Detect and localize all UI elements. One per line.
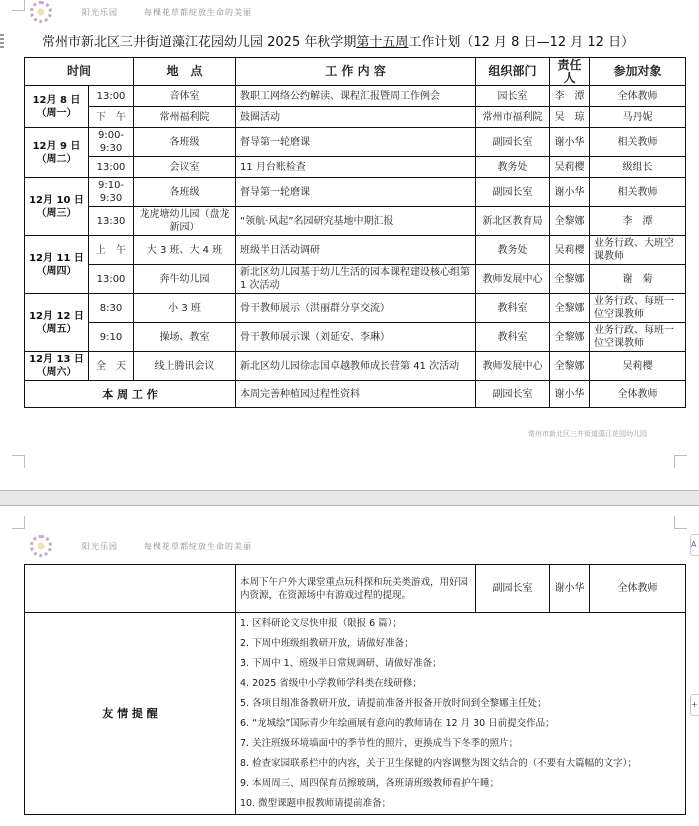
person-cell: 谢小华: [550, 381, 590, 408]
reminder-item: 5. 各项目组准备教研开放，请提前准备并报备开放时间到全黎娜主任处；: [240, 698, 547, 709]
time-cell: 8:30: [89, 294, 134, 323]
reminder-item: 3. 下周中 1、班级半日常规调研、请做好准备；: [240, 658, 442, 669]
place-cell: 会议室: [134, 157, 236, 178]
weekly-plan-table-continued: [24, 564, 686, 815]
dept-cell: 副园长室: [476, 381, 550, 408]
page-corner-mark: [674, 455, 687, 468]
day-cell: 12月 10 日 （周三）: [25, 178, 89, 236]
day-cell: 12月 13 日 （周六）: [25, 352, 89, 381]
place-cell: 线上腾讯会议: [134, 352, 236, 381]
target-cell: 业务行政、每班一位空课教师: [590, 323, 686, 352]
content-cell: 骨干教师展示课（刘延安、李琳）: [236, 323, 476, 352]
content-cell: 教职工网络公约解读、课程汇报暨周工作例会: [236, 86, 476, 107]
page-corner-mark: [12, 516, 25, 529]
header-slogan-right: 每棵花草都绽放生命的美丽: [144, 541, 252, 551]
target-cell: 相关教师: [590, 128, 686, 157]
place-cell: 操场、教室: [134, 323, 236, 352]
add-side-button[interactable]: +: [690, 694, 699, 716]
person-cell: 谢小华: [550, 128, 590, 157]
reminders-row: [25, 613, 686, 815]
reminder-item: 10. 微型课题申报教师请提前准备；: [240, 798, 392, 809]
header-content: 工 作 内 容: [236, 58, 476, 86]
page-footer: 常州市新北区三井街道藻江花园幼儿园: [528, 430, 647, 438]
day-cell: 12月 9 日 （周二）: [25, 128, 89, 178]
place-cell: 各班级: [134, 128, 236, 157]
header-slogan-left: 阳光乐园: [82, 541, 118, 551]
header-time: 时间: [25, 58, 134, 86]
target-cell: 级组长: [590, 157, 686, 178]
content-cell: 班级半日活动调研: [236, 236, 476, 265]
person-cell: 全黎娜: [550, 265, 590, 294]
table-row: [25, 207, 686, 236]
place-cell: 各班级: [134, 178, 236, 207]
dept-cell: 教师发展中心: [476, 352, 550, 381]
title-prefix: 常州市新北区三井街道藻江花园幼儿园 2025 年秋学期: [42, 35, 357, 50]
dept-cell: 教务处: [476, 236, 550, 265]
header-place: 地 点: [134, 58, 236, 86]
place-cell: 大 3 班、大 4 班: [134, 236, 236, 265]
table-row: [25, 107, 686, 128]
dept-cell: 教师发展中心: [476, 265, 550, 294]
reminders-list: [236, 613, 686, 815]
content-cell: “领航·风起”名园研究基地中期汇报: [236, 207, 476, 236]
page-separator: [0, 490, 699, 506]
ai-assistant-side-button[interactable]: A: [690, 534, 699, 556]
content-cell: 鼓圈活动: [236, 107, 476, 128]
person-cell: 吴莉樱: [550, 236, 590, 265]
person-cell: 吴莉樱: [550, 157, 590, 178]
table-row: [25, 128, 686, 157]
dept-cell: 副园长室: [476, 565, 550, 613]
reminders-label: 友 情 提 醒: [25, 613, 236, 815]
time-cell: 9:00-9:30: [89, 128, 134, 157]
page-corner-mark: [12, 455, 25, 468]
target-cell: 业务行政、每班一位空课教师: [590, 294, 686, 323]
table-row: [25, 323, 686, 352]
title-suffix: 工作计划（12 月 8 日—12 月 12 日）: [408, 35, 635, 50]
reminder-item: 6. “龙城绘”国际青少年绘画展有意向的教师请在 12 月 30 日前提交作品；: [240, 718, 555, 729]
time-cell: 13:30: [89, 207, 134, 236]
person-cell: 谢小华: [550, 178, 590, 207]
reminder-item: 4. 2025 省级中小学教师学科类在线研修；: [240, 678, 422, 689]
table-header-row: [25, 58, 686, 86]
document-page-2: [0, 506, 699, 826]
place-cell: 奔牛幼儿园: [134, 265, 236, 294]
table-row: [25, 178, 686, 207]
content-cell: 新北区幼儿园基于幼儿生活的园本课程建设核心组第 1 次活动: [236, 265, 476, 294]
dept-cell: 常州市福利院: [476, 107, 550, 128]
reminder-item: 7. 关注班级环境墙面中的季节性的照片，更换成当下冬季的照片；: [240, 738, 519, 749]
page-title: [42, 31, 634, 50]
content-cell: 11 月台账检查: [236, 157, 476, 178]
time-cell: 9:10-9:30: [89, 178, 134, 207]
target-cell: 全体教师: [590, 381, 686, 408]
kindergarten-logo-icon: [30, 1, 52, 23]
table-row: [25, 352, 686, 381]
table-row: [25, 157, 686, 178]
time-cell: 上 午: [89, 236, 134, 265]
header-slogan-right: 每棵花草都绽放生命的美丽: [144, 7, 252, 17]
time-cell: 13:00: [89, 265, 134, 294]
kindergarten-logo-icon: [30, 535, 52, 557]
title-week: 第十五周: [356, 35, 409, 50]
person-cell: 全黎娜: [550, 352, 590, 381]
header-target: 参加对象: [590, 58, 686, 86]
header-dept: 组织部门: [476, 58, 550, 86]
time-cell: 全 天: [89, 352, 134, 381]
weekly-work-label: 本 周 工 作: [25, 381, 236, 408]
content-cell: 督导第一轮磨课: [236, 128, 476, 157]
dept-cell: 园长室: [476, 86, 550, 107]
dept-cell: 副园长室: [476, 178, 550, 207]
person-cell: 全黎娜: [550, 294, 590, 323]
target-cell: 全体教师: [590, 565, 686, 613]
header-slogan-left: 阳光乐园: [82, 7, 118, 17]
header-person: 责任人: [550, 58, 590, 86]
table-row: [25, 265, 686, 294]
place-cell: 小 3 班: [134, 294, 236, 323]
reminder-item: 2. 下周中班级组教研开放，请做好准备；: [240, 638, 414, 649]
table-row: [25, 381, 686, 408]
time-cell: 13:00: [89, 157, 134, 178]
person-cell: 全黎娜: [550, 323, 590, 352]
target-cell: 吴莉樱: [590, 352, 686, 381]
day-cell: 12月 12 日 （周五）: [25, 294, 89, 352]
content-cell: 本周下午户外大课堂重点玩科探和玩美类游戏，用好园内资源，在资源场中有游戏过程的提现。: [236, 565, 476, 613]
table-row: [25, 565, 686, 613]
time-cell: 9:10: [89, 323, 134, 352]
table-row: [25, 86, 686, 107]
reminder-item: 1. 区科研论文尽快申报（限报 6 篇）；: [240, 618, 402, 629]
target-cell: 相关教师: [590, 178, 686, 207]
target-cell: 全体教师: [590, 86, 686, 107]
reminder-item: 8. 检查家园联系栏中的内容，关于卫生保健的内容调整为图文结合的（不要有大篇幅的文字）；: [240, 758, 637, 769]
table-row: [25, 236, 686, 265]
place-cell: 音体室: [134, 86, 236, 107]
page-header: [30, 534, 278, 558]
dept-cell: 教务处: [476, 157, 550, 178]
place-cell: 龙虎塘幼儿园（盘龙新园）: [134, 207, 236, 236]
person-cell: 谢小华: [550, 565, 590, 613]
day-cell: 12月 8 日 （周一）: [25, 86, 89, 128]
dept-cell: 教科室: [476, 323, 550, 352]
person-cell: 全黎娜: [550, 207, 590, 236]
page-header: [30, 0, 278, 24]
target-cell: 业务行政、大班空课教师: [590, 236, 686, 265]
place-cell: 常州福利院: [134, 107, 236, 128]
person-cell: 李 潭: [550, 86, 590, 107]
weekly-work-label-continued: [25, 565, 236, 613]
page-corner-mark: [674, 516, 687, 529]
time-cell: 13:00: [89, 86, 134, 107]
table-move-handle-icon[interactable]: [0, 34, 4, 48]
page-corner-mark: [12, 0, 25, 11]
content-cell: 督导第一轮磨课: [236, 178, 476, 207]
reminder-item: 9. 本周周三、周四保育员擦玻璃，各班请班级教师看护午睡；: [240, 778, 500, 789]
time-cell: 下 午: [89, 107, 134, 128]
day-cell: 12月 11 日 （周四）: [25, 236, 89, 294]
person-cell: 吴 琼: [550, 107, 590, 128]
dept-cell: 新北区教育局: [476, 207, 550, 236]
target-cell: 马丹妮: [590, 107, 686, 128]
table-row: [25, 294, 686, 323]
dept-cell: 副园长室: [476, 128, 550, 157]
content-cell: 本周完善种植园过程性资料: [236, 381, 476, 408]
target-cell: 李 潭: [590, 207, 686, 236]
target-cell: 谢 菊: [590, 265, 686, 294]
weekly-plan-table: [24, 57, 686, 408]
content-cell: 骨干教师展示（洪丽群分享交流）: [236, 294, 476, 323]
dept-cell: 教科室: [476, 294, 550, 323]
content-cell: 新北区幼儿园徐志国卓越教师成长营第 41 次活动: [236, 352, 476, 381]
